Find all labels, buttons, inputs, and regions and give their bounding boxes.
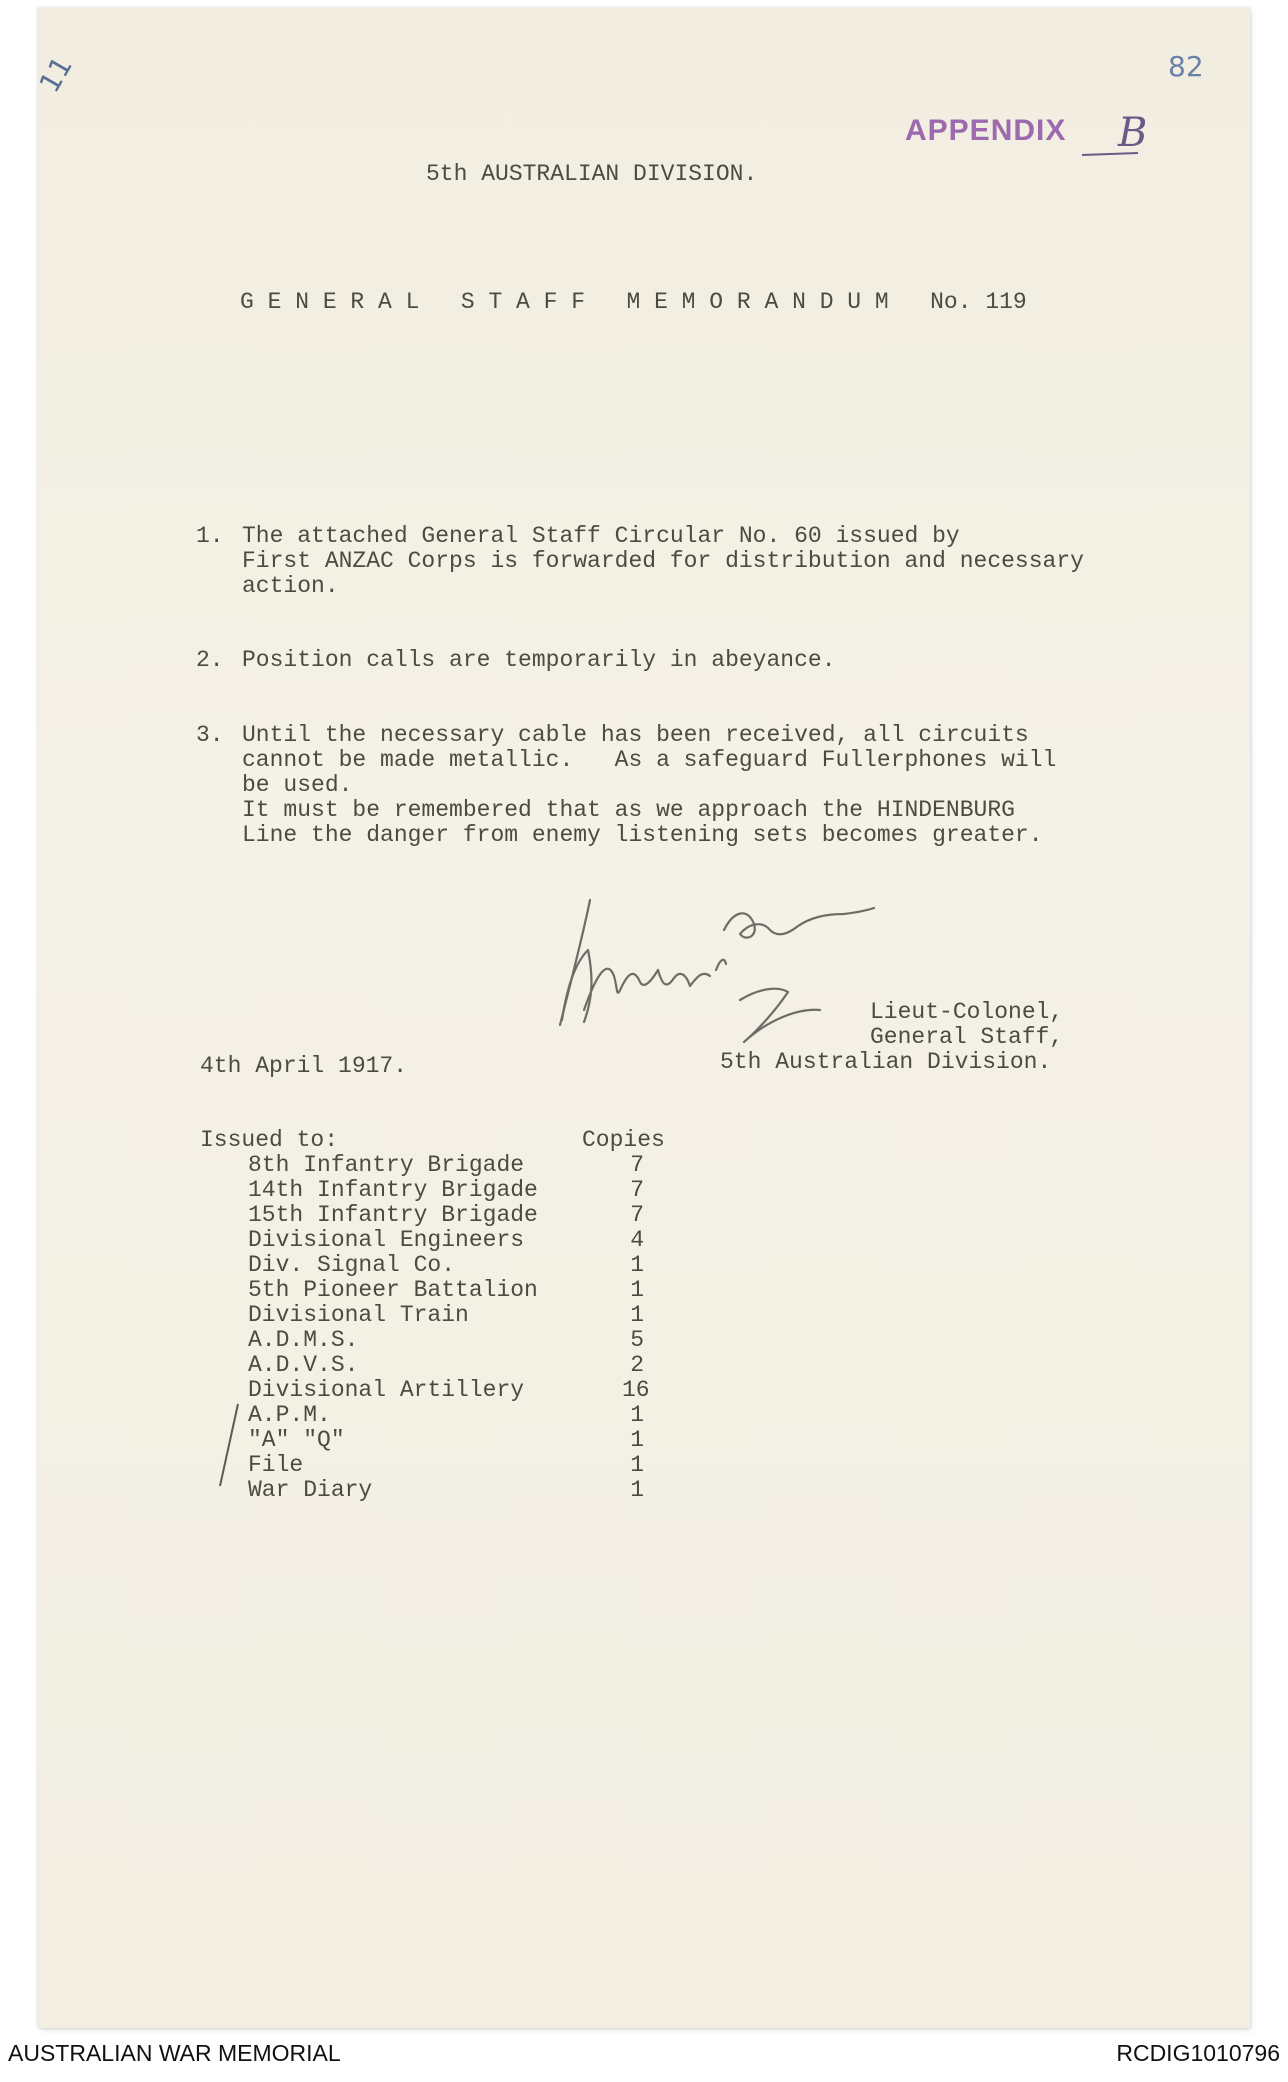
- distribution-row-name: A.D.V.S.: [248, 1352, 359, 1378]
- item-1-line-2: First ANZAC Corps is forwarded for distribution and necessary: [242, 548, 1084, 574]
- distribution-row-copies: 1: [630, 1402, 644, 1428]
- distribution-row-copies: 1: [630, 1477, 644, 1503]
- signature-rank: Lieut-Colonel,: [870, 999, 1064, 1025]
- footer-archive-name: AUSTRALIAN WAR MEMORIAL: [8, 2040, 341, 2066]
- item-3-number: 3.: [196, 722, 224, 748]
- copies-heading: Copies: [582, 1127, 665, 1153]
- memo-date: 4th April 1917.: [200, 1053, 408, 1079]
- distribution-row-name: A.P.M.: [248, 1402, 331, 1428]
- distribution-row-name: 14th Infantry Brigade: [248, 1177, 538, 1203]
- distribution-row-copies: 4: [630, 1227, 644, 1253]
- distribution-row-name: A.D.M.S.: [248, 1327, 359, 1353]
- item-2-line-1: Position calls are temporarily in abeyance.: [242, 647, 836, 673]
- distribution-row-name: 5th Pioneer Battalion: [248, 1277, 538, 1303]
- distribution-row-copies: 1: [630, 1252, 644, 1278]
- pencil-tick-mark: [214, 1400, 244, 1490]
- distribution-row-copies: 7: [630, 1202, 644, 1228]
- distribution-row-copies: 1: [630, 1452, 644, 1478]
- item-3-line-1: Until the necessary cable has been received, all circuits: [242, 722, 1029, 748]
- signature-unit: 5th Australian Division.: [720, 1049, 1052, 1075]
- memo-title: G E N E R A L S T A F F M E M O R A N D U M No. 119: [240, 289, 1027, 315]
- item-3-line-2: cannot be made metallic. As a safeguard Fullerphones will: [242, 747, 1057, 773]
- distribution-row-name: "A" "Q": [248, 1427, 345, 1453]
- item-3-line-3: be used.: [242, 772, 353, 798]
- distribution-row-name: 15th Infantry Brigade: [248, 1202, 538, 1228]
- distribution-row-copies: 7: [630, 1152, 644, 1178]
- item-3-line-4: It must be remembered that as we approach the HINDENBURG: [242, 797, 1015, 823]
- distribution-row-name: War Diary: [248, 1477, 373, 1503]
- distribution-row-copies: 2: [630, 1352, 644, 1378]
- item-1-number: 1.: [196, 523, 224, 549]
- distribution-row-copies: 1: [630, 1302, 644, 1328]
- appendix-letter: B: [1118, 110, 1148, 156]
- distribution-row-name: Divisional Artillery: [248, 1377, 525, 1403]
- item-2-number: 2.: [196, 647, 224, 673]
- stamp-underline: [1080, 150, 1140, 158]
- division-heading: 5th AUSTRALIAN DIVISION.: [426, 161, 758, 187]
- distribution-row-name: Div. Signal Co.: [248, 1252, 456, 1278]
- item-1-line-3: action.: [242, 573, 339, 599]
- distribution-row-copies: 1: [630, 1277, 644, 1303]
- corner-pencil-mark: 11: [32, 50, 80, 99]
- item-3-line-5: Line the danger from enemy listening sets becomes greater.: [242, 822, 1043, 848]
- distribution-row-name: Divisional Engineers: [248, 1227, 525, 1253]
- item-1-line-1: The attached General Staff Circular No. 60 issued by: [242, 523, 960, 549]
- distribution-row-copies: 7: [630, 1177, 644, 1203]
- distribution-row-name: 8th Infantry Brigade: [248, 1152, 525, 1178]
- footer-record-id: RCDIG1010796: [1116, 2040, 1280, 2066]
- distribution-heading: Issued to:: [200, 1127, 339, 1153]
- appendix-stamp: APPENDIX: [905, 114, 1067, 147]
- distribution-row-name: File: [248, 1452, 304, 1478]
- distribution-row-copies: 16: [622, 1377, 650, 1403]
- signature-role: General Staff,: [870, 1024, 1064, 1050]
- distribution-row-copies: 1: [630, 1427, 644, 1453]
- distribution-row-copies: 5: [630, 1327, 644, 1353]
- distribution-row-name: Divisional Train: [248, 1302, 469, 1328]
- page-number: 82: [1168, 50, 1204, 83]
